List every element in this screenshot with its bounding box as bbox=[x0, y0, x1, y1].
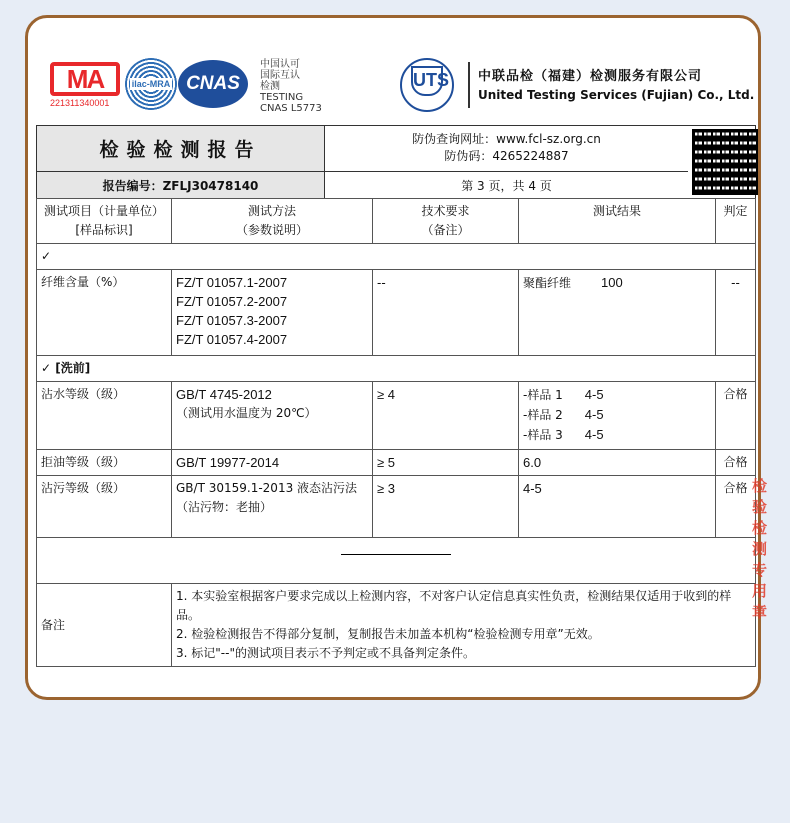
stain-result: 4-5 bbox=[519, 476, 716, 538]
logo-divider bbox=[468, 62, 470, 108]
table-row bbox=[37, 382, 756, 450]
header-method: 测试方法 （参数说明） bbox=[172, 199, 373, 244]
official-stamp: 检验检测专用章 bbox=[750, 478, 768, 625]
section-mark-wash: ✓ [洗前] bbox=[37, 356, 756, 382]
fiber-item: 纤维含量（%） bbox=[37, 270, 172, 356]
stain-item: 沾污等级（级） bbox=[37, 476, 172, 538]
anti-fake-info: 防伪查询网址：www.fcl-sz.org.cn 防伪码：4265224887 bbox=[325, 126, 688, 172]
table-row bbox=[37, 476, 756, 538]
report-title: 检验检测报告 bbox=[37, 126, 325, 172]
lab-name-cn: 中联品检（福建）检测服务有限公司 bbox=[478, 69, 703, 84]
ma-number: 221311340001 bbox=[50, 98, 110, 108]
oil-result: 6.0 bbox=[519, 450, 716, 476]
ma-logo: MA bbox=[50, 62, 120, 96]
water-verdict: 合格 bbox=[716, 382, 756, 450]
oil-requirement: ≥ 5 bbox=[373, 450, 519, 476]
report-frame bbox=[25, 15, 768, 700]
water-requirement: ≥ 4 bbox=[373, 382, 519, 450]
header-item: 测试项目（计量单位） [样品标识] bbox=[37, 199, 172, 244]
cnas-logo: CNAS bbox=[178, 60, 248, 108]
results-table bbox=[36, 198, 756, 667]
lab-name-en: United Testing Services (Fujian) Co., Ltd. bbox=[478, 88, 755, 102]
section-row bbox=[37, 244, 756, 270]
cnas-text: 中国认可 国际互认 检测 TESTING CNAS L5773 bbox=[260, 59, 322, 114]
water-method: GB/T 4745-2012 （测试用水温度为 20℃） bbox=[172, 382, 373, 450]
uts-logo: UTS bbox=[400, 58, 454, 112]
section-mark: ✓ bbox=[37, 244, 756, 270]
header-requirement: 技术要求 （备注） bbox=[373, 199, 519, 244]
section-row bbox=[37, 356, 756, 382]
table-row bbox=[37, 270, 756, 356]
end-separator bbox=[341, 554, 451, 555]
fiber-result: 聚酯纤维 100 bbox=[519, 270, 716, 356]
fiber-verdict: -- bbox=[716, 270, 756, 356]
oil-method: GB/T 19977-2014 bbox=[172, 450, 373, 476]
fiber-requirement: -- bbox=[373, 270, 519, 356]
remarks-label: 备注 bbox=[37, 584, 172, 667]
separator-row bbox=[37, 538, 756, 584]
qr-code bbox=[692, 129, 758, 195]
oil-item: 拒油等级（级） bbox=[37, 450, 172, 476]
water-results: -样品 1 4-5 -样品 2 4-5 -样品 3 4-5 bbox=[519, 382, 716, 450]
report-title-block bbox=[36, 125, 756, 199]
fiber-methods: FZ/T 01057.1-2007 FZ/T 01057.2-2007 FZ/T 01057.3-2007 FZ/T 01057.4-2007 bbox=[172, 270, 373, 356]
remarks-row bbox=[37, 584, 756, 667]
ilac-logo: ilac-MRA bbox=[125, 58, 177, 110]
stain-method: GB/T 30159.1-2013 液态沾污法 （沾污物：老抽） bbox=[172, 476, 373, 538]
oil-verdict: 合格 bbox=[716, 450, 756, 476]
water-item: 沾水等级（级） bbox=[37, 382, 172, 450]
page-info: 第 3 页，共 4 页 bbox=[461, 178, 552, 193]
remarks-text: 1. 本实验室根据客户要求完成以上检测内容，不对客户认定信息真实性负责，检测结果仅适用于收到的样品。 2. 检验检测报告不得部分复制，复制报告未加盖本机构“检验检测专用章”无效。 3. 标记"--"的测试项目表示不予判定或不具备判定条件。 bbox=[172, 584, 756, 667]
stain-verdict: 合格 bbox=[716, 476, 756, 538]
table-row bbox=[37, 450, 756, 476]
header-result: 测试结果 bbox=[519, 199, 716, 244]
report-number: 报告编号：ZFLJ30478140 bbox=[37, 172, 325, 198]
table-header-row bbox=[37, 199, 756, 244]
stain-requirement: ≥ 3 bbox=[373, 476, 519, 538]
header-verdict: 判定 bbox=[716, 199, 756, 244]
